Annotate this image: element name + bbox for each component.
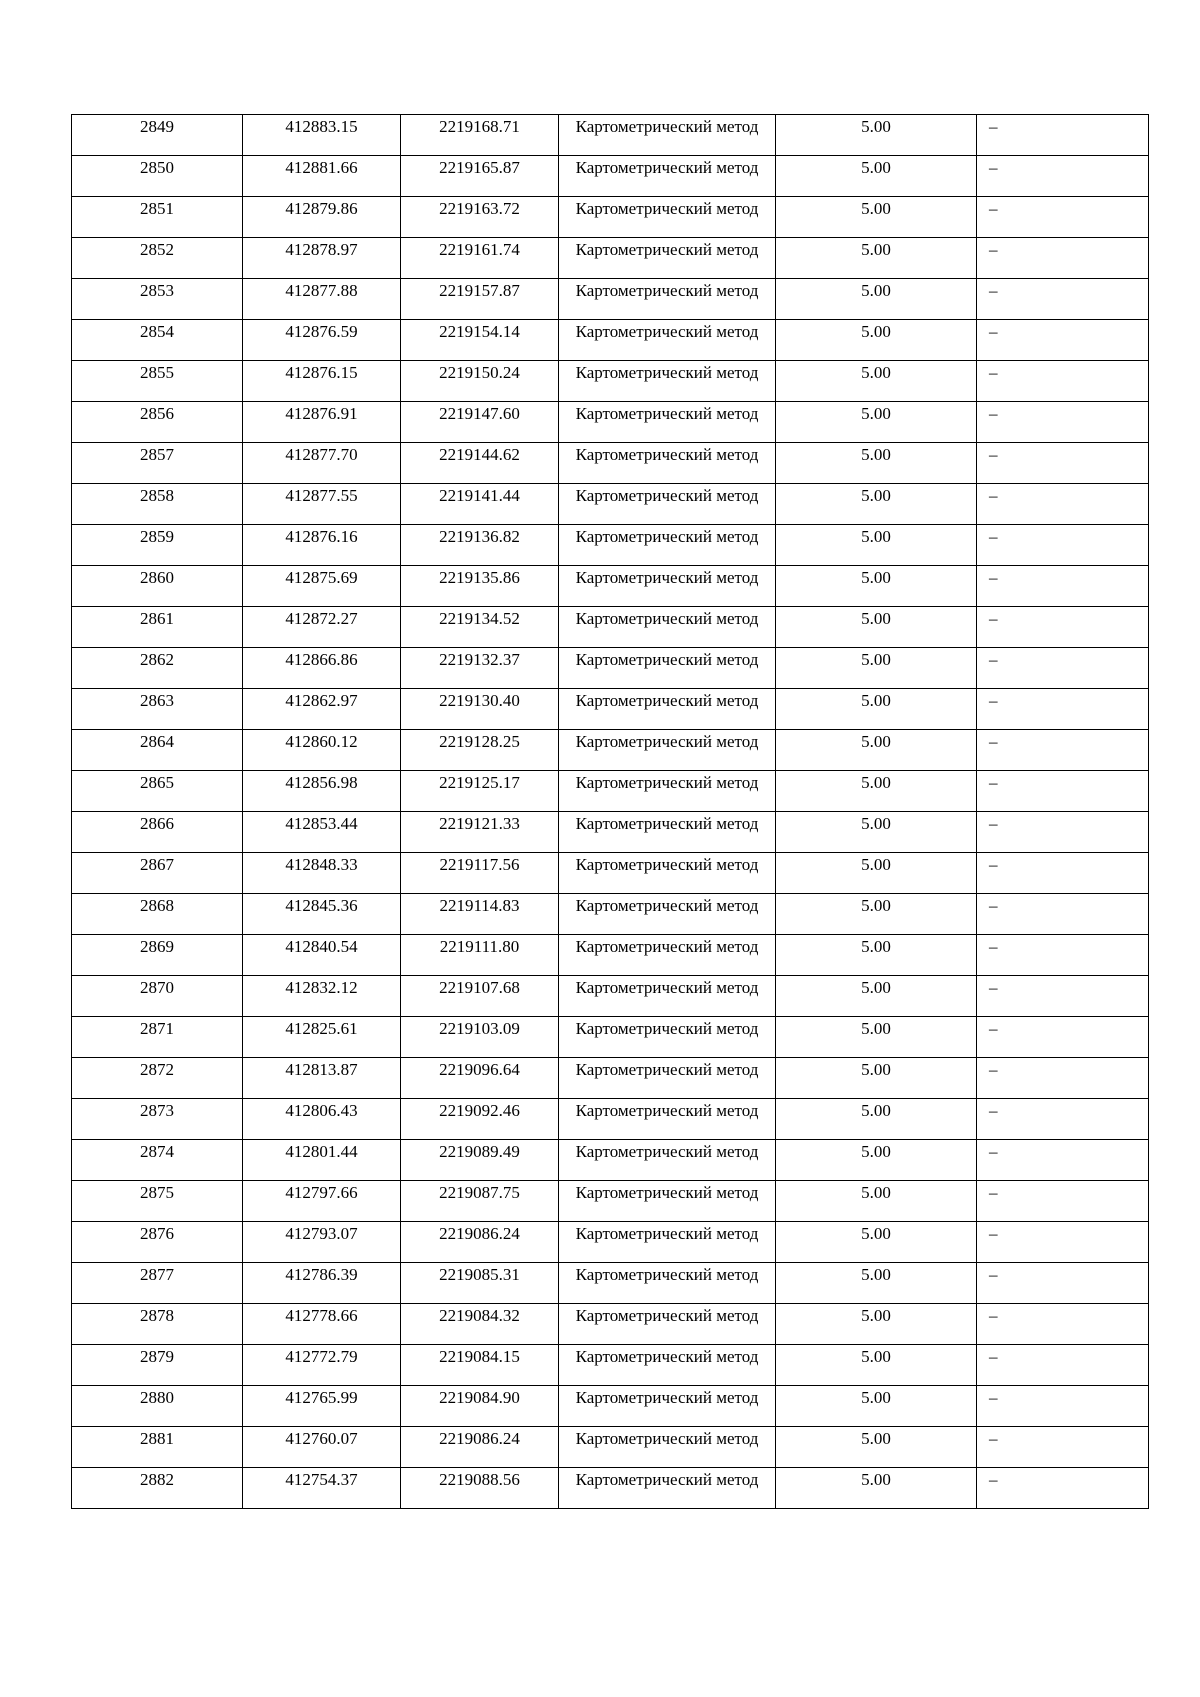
precision-cell: 5.00 bbox=[776, 1181, 977, 1222]
point-number-cell: 2876 bbox=[72, 1222, 243, 1263]
precision-cell: 5.00 bbox=[776, 1140, 977, 1181]
table-row bbox=[72, 566, 1149, 607]
y-coordinate-cell: 2219121.33 bbox=[401, 812, 559, 853]
x-coordinate-cell: 412876.59 bbox=[243, 320, 401, 361]
method-cell: Картометрический метод bbox=[559, 238, 776, 279]
y-coordinate-cell: 2219136.82 bbox=[401, 525, 559, 566]
precision-cell: 5.00 bbox=[776, 443, 977, 484]
note-cell: – bbox=[977, 935, 1149, 976]
point-number-cell: 2860 bbox=[72, 566, 243, 607]
x-coordinate-cell: 412813.87 bbox=[243, 1058, 401, 1099]
y-coordinate-cell: 2219144.62 bbox=[401, 443, 559, 484]
y-coordinate-cell: 2219086.24 bbox=[401, 1222, 559, 1263]
precision-cell: 5.00 bbox=[776, 566, 977, 607]
x-coordinate-cell: 412772.79 bbox=[243, 1345, 401, 1386]
precision-cell: 5.00 bbox=[776, 484, 977, 525]
point-number-cell: 2853 bbox=[72, 279, 243, 320]
note-cell: – bbox=[977, 607, 1149, 648]
y-coordinate-cell: 2219117.56 bbox=[401, 853, 559, 894]
method-cell: Картометрический метод bbox=[559, 976, 776, 1017]
method-cell: Картометрический метод bbox=[559, 812, 776, 853]
precision-cell: 5.00 bbox=[776, 238, 977, 279]
method-cell: Картометрический метод bbox=[559, 1099, 776, 1140]
note-cell: – bbox=[977, 1181, 1149, 1222]
note-cell: – bbox=[977, 689, 1149, 730]
table-row bbox=[72, 197, 1149, 238]
y-coordinate-cell: 2219084.15 bbox=[401, 1345, 559, 1386]
precision-cell: 5.00 bbox=[776, 1058, 977, 1099]
table-row bbox=[72, 1099, 1149, 1140]
method-cell: Картометрический метод bbox=[559, 279, 776, 320]
y-coordinate-cell: 2219111.80 bbox=[401, 935, 559, 976]
point-number-cell: 2857 bbox=[72, 443, 243, 484]
note-cell: – bbox=[977, 1058, 1149, 1099]
note-cell: – bbox=[977, 197, 1149, 238]
table-row bbox=[72, 238, 1149, 279]
precision-cell: 5.00 bbox=[776, 648, 977, 689]
point-number-cell: 2855 bbox=[72, 361, 243, 402]
method-cell: Картометрический метод bbox=[559, 771, 776, 812]
point-number-cell: 2852 bbox=[72, 238, 243, 279]
method-cell: Картометрический метод bbox=[559, 935, 776, 976]
y-coordinate-cell: 2219132.37 bbox=[401, 648, 559, 689]
note-cell: – bbox=[977, 361, 1149, 402]
method-cell: Картометрический метод bbox=[559, 443, 776, 484]
y-coordinate-cell: 2219141.44 bbox=[401, 484, 559, 525]
method-cell: Картометрический метод bbox=[559, 1222, 776, 1263]
precision-cell: 5.00 bbox=[776, 853, 977, 894]
note-cell: – bbox=[977, 1304, 1149, 1345]
method-cell: Картометрический метод bbox=[559, 197, 776, 238]
note-cell: – bbox=[977, 1222, 1149, 1263]
note-cell: – bbox=[977, 648, 1149, 689]
x-coordinate-cell: 412793.07 bbox=[243, 1222, 401, 1263]
point-number-cell: 2866 bbox=[72, 812, 243, 853]
x-coordinate-cell: 412797.66 bbox=[243, 1181, 401, 1222]
note-cell: – bbox=[977, 812, 1149, 853]
note-cell: – bbox=[977, 853, 1149, 894]
precision-cell: 5.00 bbox=[776, 607, 977, 648]
x-coordinate-cell: 412806.43 bbox=[243, 1099, 401, 1140]
x-coordinate-cell: 412876.91 bbox=[243, 402, 401, 443]
method-cell: Картометрический метод bbox=[559, 1345, 776, 1386]
table-row bbox=[72, 1017, 1149, 1058]
note-cell: – bbox=[977, 1017, 1149, 1058]
precision-cell: 5.00 bbox=[776, 1099, 977, 1140]
table-row bbox=[72, 443, 1149, 484]
y-coordinate-cell: 2219089.49 bbox=[401, 1140, 559, 1181]
point-number-cell: 2854 bbox=[72, 320, 243, 361]
point-number-cell: 2874 bbox=[72, 1140, 243, 1181]
point-number-cell: 2872 bbox=[72, 1058, 243, 1099]
y-coordinate-cell: 2219084.90 bbox=[401, 1386, 559, 1427]
x-coordinate-cell: 412878.97 bbox=[243, 238, 401, 279]
table-row bbox=[72, 648, 1149, 689]
method-cell: Картометрический метод bbox=[559, 730, 776, 771]
coordinates-table-body bbox=[72, 115, 1149, 1509]
precision-cell: 5.00 bbox=[776, 935, 977, 976]
point-number-cell: 2878 bbox=[72, 1304, 243, 1345]
table-row bbox=[72, 1058, 1149, 1099]
x-coordinate-cell: 412881.66 bbox=[243, 156, 401, 197]
point-number-cell: 2851 bbox=[72, 197, 243, 238]
method-cell: Картометрический метод bbox=[559, 1304, 776, 1345]
precision-cell: 5.00 bbox=[776, 1386, 977, 1427]
precision-cell: 5.00 bbox=[776, 1263, 977, 1304]
x-coordinate-cell: 412825.61 bbox=[243, 1017, 401, 1058]
table-row bbox=[72, 607, 1149, 648]
table-row bbox=[72, 320, 1149, 361]
method-cell: Картометрический метод bbox=[559, 1017, 776, 1058]
method-cell: Картометрический метод bbox=[559, 525, 776, 566]
table-row bbox=[72, 279, 1149, 320]
y-coordinate-cell: 2219092.46 bbox=[401, 1099, 559, 1140]
table-row bbox=[72, 1304, 1149, 1345]
x-coordinate-cell: 412876.16 bbox=[243, 525, 401, 566]
table-row bbox=[72, 935, 1149, 976]
y-coordinate-cell: 2219163.72 bbox=[401, 197, 559, 238]
table-row bbox=[72, 115, 1149, 156]
method-cell: Картометрический метод bbox=[559, 361, 776, 402]
precision-cell: 5.00 bbox=[776, 279, 977, 320]
table-row bbox=[72, 689, 1149, 730]
table-row bbox=[72, 402, 1149, 443]
point-number-cell: 2862 bbox=[72, 648, 243, 689]
method-cell: Картометрический метод bbox=[559, 607, 776, 648]
x-coordinate-cell: 412856.98 bbox=[243, 771, 401, 812]
x-coordinate-cell: 412860.12 bbox=[243, 730, 401, 771]
method-cell: Картометрический метод bbox=[559, 402, 776, 443]
precision-cell: 5.00 bbox=[776, 771, 977, 812]
table-row bbox=[72, 976, 1149, 1017]
y-coordinate-cell: 2219096.64 bbox=[401, 1058, 559, 1099]
table-row bbox=[72, 1386, 1149, 1427]
method-cell: Картометрический метод bbox=[559, 648, 776, 689]
point-number-cell: 2850 bbox=[72, 156, 243, 197]
x-coordinate-cell: 412883.15 bbox=[243, 115, 401, 156]
note-cell: – bbox=[977, 1263, 1149, 1304]
note-cell: – bbox=[977, 115, 1149, 156]
x-coordinate-cell: 412848.33 bbox=[243, 853, 401, 894]
note-cell: – bbox=[977, 1099, 1149, 1140]
x-coordinate-cell: 412877.55 bbox=[243, 484, 401, 525]
table-row bbox=[72, 1345, 1149, 1386]
method-cell: Картометрический метод bbox=[559, 115, 776, 156]
x-coordinate-cell: 412832.12 bbox=[243, 976, 401, 1017]
y-coordinate-cell: 2219147.60 bbox=[401, 402, 559, 443]
table-row bbox=[72, 730, 1149, 771]
note-cell: – bbox=[977, 279, 1149, 320]
note-cell: – bbox=[977, 156, 1149, 197]
table-row bbox=[72, 1468, 1149, 1509]
note-cell: – bbox=[977, 484, 1149, 525]
table-row bbox=[72, 525, 1149, 566]
method-cell: Картометрический метод bbox=[559, 1468, 776, 1509]
point-number-cell: 2882 bbox=[72, 1468, 243, 1509]
y-coordinate-cell: 2219130.40 bbox=[401, 689, 559, 730]
y-coordinate-cell: 2219135.86 bbox=[401, 566, 559, 607]
y-coordinate-cell: 2219084.32 bbox=[401, 1304, 559, 1345]
y-coordinate-cell: 2219128.25 bbox=[401, 730, 559, 771]
point-number-cell: 2863 bbox=[72, 689, 243, 730]
y-coordinate-cell: 2219107.68 bbox=[401, 976, 559, 1017]
table-row bbox=[72, 812, 1149, 853]
x-coordinate-cell: 412853.44 bbox=[243, 812, 401, 853]
precision-cell: 5.00 bbox=[776, 1017, 977, 1058]
note-cell: – bbox=[977, 771, 1149, 812]
y-coordinate-cell: 2219150.24 bbox=[401, 361, 559, 402]
note-cell: – bbox=[977, 1468, 1149, 1509]
note-cell: – bbox=[977, 976, 1149, 1017]
note-cell: – bbox=[977, 730, 1149, 771]
x-coordinate-cell: 412877.70 bbox=[243, 443, 401, 484]
point-number-cell: 2865 bbox=[72, 771, 243, 812]
point-number-cell: 2869 bbox=[72, 935, 243, 976]
method-cell: Картометрический метод bbox=[559, 484, 776, 525]
note-cell: – bbox=[977, 402, 1149, 443]
x-coordinate-cell: 412872.27 bbox=[243, 607, 401, 648]
precision-cell: 5.00 bbox=[776, 115, 977, 156]
point-number-cell: 2849 bbox=[72, 115, 243, 156]
y-coordinate-cell: 2219086.24 bbox=[401, 1427, 559, 1468]
note-cell: – bbox=[977, 1345, 1149, 1386]
point-number-cell: 2879 bbox=[72, 1345, 243, 1386]
note-cell: – bbox=[977, 566, 1149, 607]
precision-cell: 5.00 bbox=[776, 361, 977, 402]
method-cell: Картометрический метод bbox=[559, 156, 776, 197]
table-row bbox=[72, 484, 1149, 525]
note-cell: – bbox=[977, 320, 1149, 361]
precision-cell: 5.00 bbox=[776, 197, 977, 238]
y-coordinate-cell: 2219161.74 bbox=[401, 238, 559, 279]
precision-cell: 5.00 bbox=[776, 1304, 977, 1345]
precision-cell: 5.00 bbox=[776, 1427, 977, 1468]
y-coordinate-cell: 2219088.56 bbox=[401, 1468, 559, 1509]
point-number-cell: 2871 bbox=[72, 1017, 243, 1058]
x-coordinate-cell: 412786.39 bbox=[243, 1263, 401, 1304]
precision-cell: 5.00 bbox=[776, 1468, 977, 1509]
x-coordinate-cell: 412778.66 bbox=[243, 1304, 401, 1345]
precision-cell: 5.00 bbox=[776, 1222, 977, 1263]
precision-cell: 5.00 bbox=[776, 1345, 977, 1386]
table-row bbox=[72, 156, 1149, 197]
y-coordinate-cell: 2219103.09 bbox=[401, 1017, 559, 1058]
method-cell: Картометрический метод bbox=[559, 1386, 776, 1427]
note-cell: – bbox=[977, 1386, 1149, 1427]
y-coordinate-cell: 2219125.17 bbox=[401, 771, 559, 812]
note-cell: – bbox=[977, 894, 1149, 935]
point-number-cell: 2877 bbox=[72, 1263, 243, 1304]
method-cell: Картометрический метод bbox=[559, 853, 776, 894]
point-number-cell: 2861 bbox=[72, 607, 243, 648]
precision-cell: 5.00 bbox=[776, 976, 977, 1017]
x-coordinate-cell: 412754.37 bbox=[243, 1468, 401, 1509]
x-coordinate-cell: 412765.99 bbox=[243, 1386, 401, 1427]
table-row bbox=[72, 1140, 1149, 1181]
x-coordinate-cell: 412877.88 bbox=[243, 279, 401, 320]
x-coordinate-cell: 412879.86 bbox=[243, 197, 401, 238]
x-coordinate-cell: 412801.44 bbox=[243, 1140, 401, 1181]
method-cell: Картометрический метод bbox=[559, 1140, 776, 1181]
table-row bbox=[72, 771, 1149, 812]
precision-cell: 5.00 bbox=[776, 156, 977, 197]
point-number-cell: 2870 bbox=[72, 976, 243, 1017]
point-number-cell: 2881 bbox=[72, 1427, 243, 1468]
x-coordinate-cell: 412845.36 bbox=[243, 894, 401, 935]
point-number-cell: 2880 bbox=[72, 1386, 243, 1427]
method-cell: Картометрический метод bbox=[559, 320, 776, 361]
y-coordinate-cell: 2219114.83 bbox=[401, 894, 559, 935]
y-coordinate-cell: 2219157.87 bbox=[401, 279, 559, 320]
method-cell: Картометрический метод bbox=[559, 894, 776, 935]
note-cell: – bbox=[977, 525, 1149, 566]
x-coordinate-cell: 412862.97 bbox=[243, 689, 401, 730]
point-number-cell: 2856 bbox=[72, 402, 243, 443]
point-number-cell: 2875 bbox=[72, 1181, 243, 1222]
table-row bbox=[72, 1427, 1149, 1468]
method-cell: Картометрический метод bbox=[559, 1263, 776, 1304]
method-cell: Картометрический метод bbox=[559, 1181, 776, 1222]
table-row bbox=[72, 853, 1149, 894]
point-number-cell: 2864 bbox=[72, 730, 243, 771]
x-coordinate-cell: 412866.86 bbox=[243, 648, 401, 689]
precision-cell: 5.00 bbox=[776, 320, 977, 361]
y-coordinate-cell: 2219168.71 bbox=[401, 115, 559, 156]
x-coordinate-cell: 412876.15 bbox=[243, 361, 401, 402]
y-coordinate-cell: 2219154.14 bbox=[401, 320, 559, 361]
x-coordinate-cell: 412875.69 bbox=[243, 566, 401, 607]
method-cell: Картометрический метод bbox=[559, 1058, 776, 1099]
point-number-cell: 2858 bbox=[72, 484, 243, 525]
note-cell: – bbox=[977, 443, 1149, 484]
precision-cell: 5.00 bbox=[776, 689, 977, 730]
precision-cell: 5.00 bbox=[776, 812, 977, 853]
coordinates-table bbox=[71, 114, 1149, 1509]
y-coordinate-cell: 2219165.87 bbox=[401, 156, 559, 197]
x-coordinate-cell: 412760.07 bbox=[243, 1427, 401, 1468]
precision-cell: 5.00 bbox=[776, 402, 977, 443]
y-coordinate-cell: 2219134.52 bbox=[401, 607, 559, 648]
point-number-cell: 2867 bbox=[72, 853, 243, 894]
precision-cell: 5.00 bbox=[776, 525, 977, 566]
y-coordinate-cell: 2219085.31 bbox=[401, 1263, 559, 1304]
point-number-cell: 2873 bbox=[72, 1099, 243, 1140]
note-cell: – bbox=[977, 1427, 1149, 1468]
precision-cell: 5.00 bbox=[776, 894, 977, 935]
table-row bbox=[72, 894, 1149, 935]
note-cell: – bbox=[977, 238, 1149, 279]
table-row bbox=[72, 1222, 1149, 1263]
x-coordinate-cell: 412840.54 bbox=[243, 935, 401, 976]
method-cell: Картометрический метод bbox=[559, 566, 776, 607]
table-row bbox=[72, 1181, 1149, 1222]
point-number-cell: 2868 bbox=[72, 894, 243, 935]
precision-cell: 5.00 bbox=[776, 730, 977, 771]
table-row bbox=[72, 361, 1149, 402]
note-cell: – bbox=[977, 1140, 1149, 1181]
method-cell: Картометрический метод bbox=[559, 689, 776, 730]
y-coordinate-cell: 2219087.75 bbox=[401, 1181, 559, 1222]
method-cell: Картометрический метод bbox=[559, 1427, 776, 1468]
table-row bbox=[72, 1263, 1149, 1304]
point-number-cell: 2859 bbox=[72, 525, 243, 566]
